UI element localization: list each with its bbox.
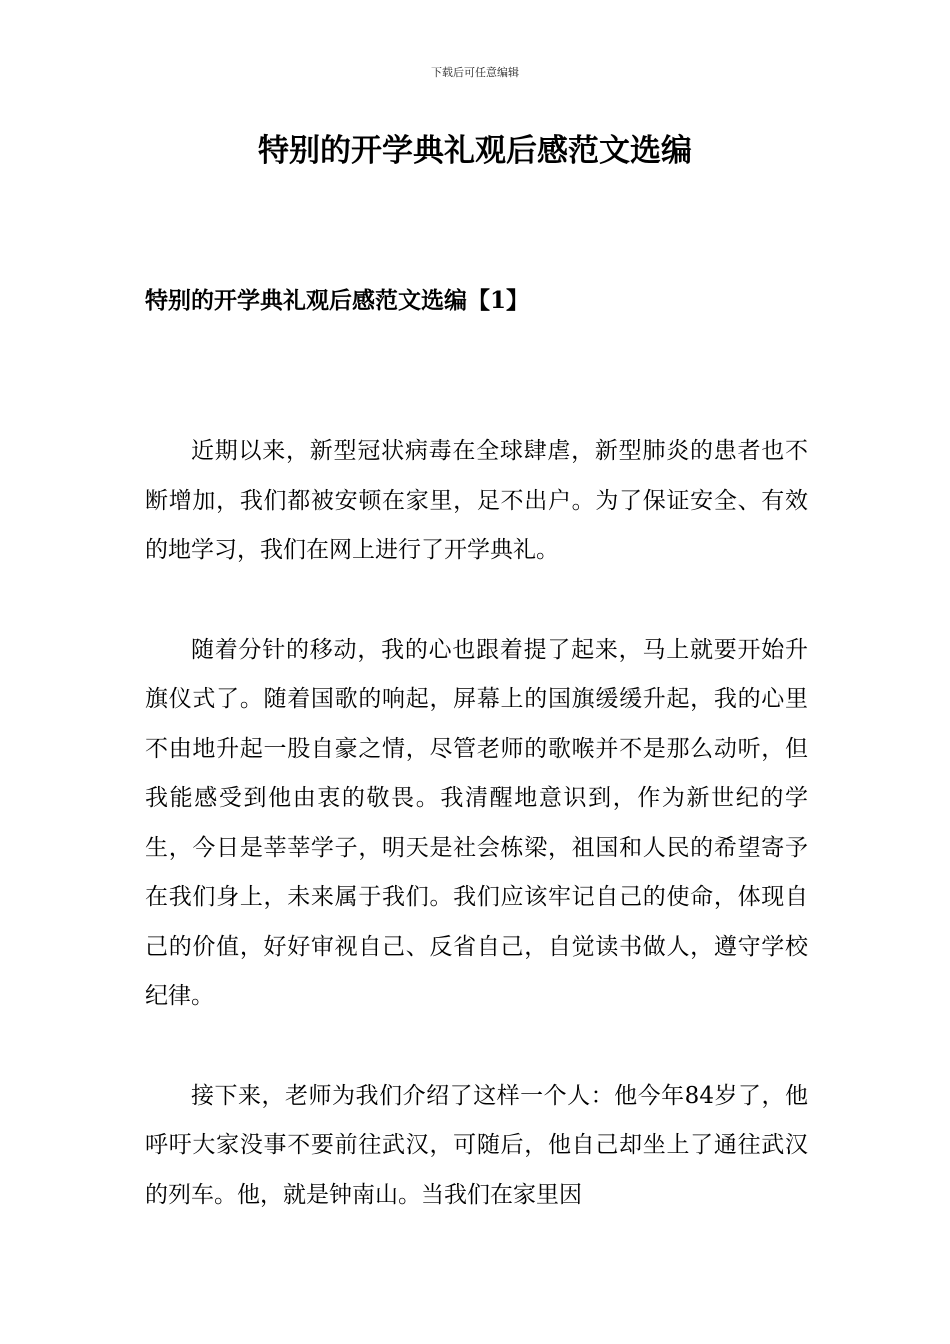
- paragraph-1: 近期以来，新型冠状病毒在全球肆虐，新型肺炎的患者也不断增加，我们都被安顿在家里，足不出户。为了保证安全、有效的地学习，我们在网上进行了开学典礼。: [145, 438, 808, 563]
- document-title: 特别的开学典礼观后感范文选编: [258, 133, 692, 169]
- document-body: [145, 427, 808, 1270]
- header-note: 下载后可任意编辑: [431, 66, 519, 79]
- paragraph-2: 随着分针的移动，我的心也跟着提了起来，马上就要开始升旗仪式了。随着国歌的响起，屏幕上的国旗缓缓升起，我的心里不由地升起一股自豪之情，尽管老师的歌喉并不是那么动听，但我能感受到他由衷的敬畏。我清醒地意识到，作为新世纪的学生，今日是莘莘学子，明天是社会栋梁，祖国和人民的希望寄予在我们身上，未来属于我们。我们应该牢记自己的使命，体现自己的价值，好好审视自己、反省自己，自觉读书做人，遵守学校纪律。: [145, 636, 808, 1009]
- paragraph-3: 接下来，老师为我们介绍了这样一个人：他今年84岁了，他呼吁大家没事不要前往武汉，可随后，他自己却坐上了通往武汉的列车。他，就是钟南山。当我们在家里因: [145, 1082, 808, 1208]
- section-heading: 特别的开学典礼观后感范文选编【1】: [145, 287, 530, 314]
